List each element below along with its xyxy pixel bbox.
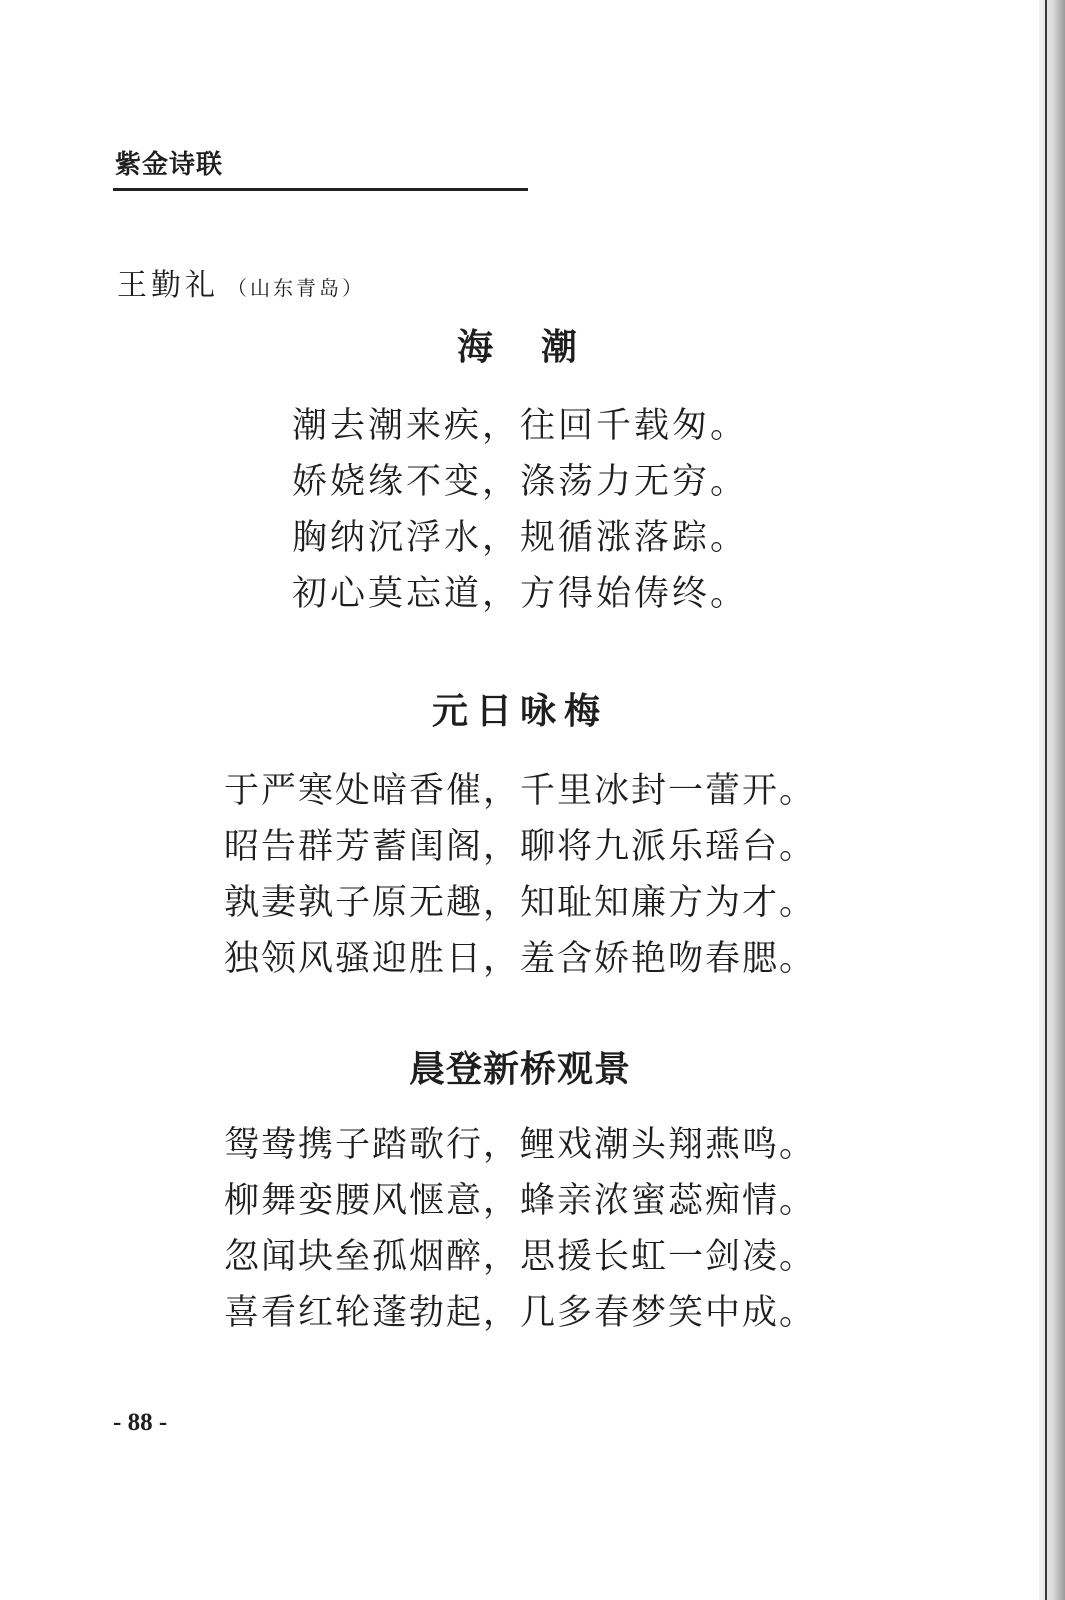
poem-line: 鸳鸯携子踏歌行，鲤戏潮头翔燕鸣。 [223,1125,816,1165]
poem-body-chendeng-xinqiao [0,1117,1040,1341]
header-rule [113,188,528,191]
author-line [117,262,365,314]
author-name: 王勤礼 [117,268,219,303]
poem-title-haichao: 海 潮 [456,326,583,368]
poem-line: 于严寒处暗香催，千里冰封一蕾开。 [223,771,816,811]
poem-title-chendeng-xinqiao: 晨登新桥观景 [408,1048,631,1090]
running-header [113,148,528,191]
poem-line: 初心莫忘道，方得始俦终。 [291,574,748,614]
poem-line: 忽闻块垒孤烟醉，思援长虹一剑凌。 [223,1237,816,1277]
poem-line: 娇娆缘不变，涤荡力无穷。 [291,462,748,502]
poem-line: 昭告群芳蓄闺阁，聊将九派乐瑶台。 [223,827,816,867]
poem-line: 柳舞娈腰风惬意，蜂亲浓蜜蕊痴情。 [223,1181,816,1221]
poem-line: 独领风骚迎胜日，羞含娇艳吻春腮。 [223,939,816,979]
poem-line: 潮去潮来疾，往回千载匆。 [291,406,748,446]
poem-title-yuanri-yongmei: 元日咏梅 [431,690,608,732]
page-number: - 88 - [113,1409,168,1436]
poem-body-haichao [0,398,1040,622]
page-edge-line [1045,0,1047,1600]
poem-body-yuanri-yongmei [0,763,1040,987]
poem-line: 孰妻孰子原无趣，知耻知廉方为才。 [223,883,816,923]
poem-line: 喜看红轮蓬勃起，几多春梦笑中成。 [223,1293,816,1333]
author-place: （山东青岛） [227,276,365,300]
page-edge-shadow [1039,0,1065,1600]
poem-line: 胸纳沉浮水，规循涨落踪。 [291,518,748,558]
header-title: 紫金诗联 [115,150,224,180]
